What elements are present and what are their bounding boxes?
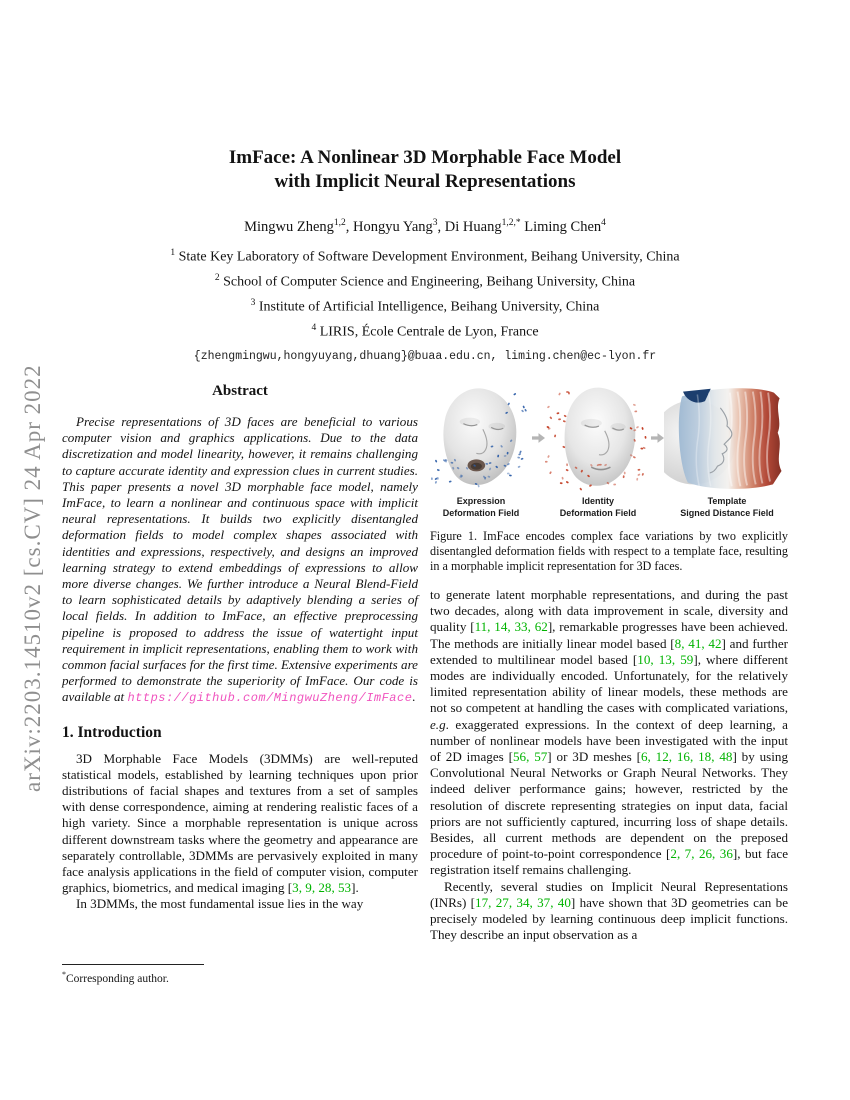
right-arrow-icon — [651, 431, 664, 445]
author-name: Hongyu Yang$^3$, — [353, 218, 445, 235]
introduction-paragraph: 3D Morphable Face Models (3DMMs) are well-reputed statistical models, established by learning techniques upon prior distributions of facial shapes and textures from a set of samples with dense correspondence, aiming at rendering realistic faces of a high variety. Since a morphable representation is unique across different downstream tasks where the geometry and appearance are separately controllable, 3DMMs are pervasively exploited in many face analysis applications in the field of computer vision, computer graphics, biometrics, and medical imaging [3, 9, 28, 53]. — [62, 750, 418, 896]
authors-line — [60, 218, 790, 236]
affiliation-line: $^2$ School of Computer Science and Engineering, Beihang University, China — [214, 272, 636, 290]
footnote — [62, 964, 418, 985]
expression-face-image — [430, 383, 532, 493]
figure1 — [430, 383, 788, 519]
author-superscript: 1,2,* — [501, 218, 521, 228]
footnote-marker: * — [62, 970, 66, 979]
paper-title — [60, 146, 790, 194]
arxiv-watermark: arXiv:2203.14510v2 [cs.CV] 24 Apr 2022 — [20, 364, 45, 792]
abstract-section — [62, 383, 418, 707]
email-line: {zhengmingwu,hongyuyang,dhuang}@buaa.edu.cn, liming.chen@ec-lyon.fr — [193, 350, 657, 364]
figure1-panel-expression — [430, 383, 532, 519]
figure1-panel-identity — [545, 383, 651, 519]
abstract-text: Precise representations of 3D faces are beneficial to various computer vision and graphics applications. Due to the data discretization and model linearity, however, it remains challenging to capture accurate identity and expression clues in current studies. This paper presents a novel 3D morphable face model, namely ImFace, to learn a nonlinear and continuous space with implicit neural representations. It builds two explicitly disentangled deformation fields to model complex shapes associated with identities and expressions, respectively, and designs an improved learning strategy to extend embeddings of expressions to allow more diverse changes. We further introduce a Neural Blend-Field to learn sophisticated details by adaptively blending a series of local fields. In addition to ImFace, an effective preprocessing pipeline is proposed to address the issue of watertight input requirement in implicit representations, enabling them to work with common facial surfaces for the first time. Extensive experiments are performed to demonstrate the superiority of ImFace. Our code is available at https://github.com/MingwuZheng/ImFace. — [62, 414, 418, 706]
introduction-paragraph: In 3DMMs, the most fundamental issue lies in the way — [76, 896, 364, 912]
section-heading-introduction: 1. Introduction — [62, 723, 162, 741]
figure1-panel-template — [664, 383, 790, 519]
github-link[interactable]: https://github.com/MingwuZheng/ImFace — [127, 691, 413, 706]
paper-header — [60, 146, 790, 363]
left-column — [62, 383, 418, 913]
author-name: Liming Chen$^4$ — [524, 218, 606, 235]
right-arrow-icon — [532, 431, 545, 445]
right-column — [430, 383, 788, 943]
author-superscript: 4 — [601, 218, 606, 228]
identity-face-image — [545, 383, 651, 493]
panel-label-identity: Identity Deformation Field — [559, 496, 637, 518]
body-paragraph: to generate latent morphable representations, and during the past two decades, along with data improvement in scale, diversity and quality [11, 14, 33, 62], remarkable progresses have been achieved. The methods are initially linear model based [8, 41, 42] and further extended to multilinear model based [10, 13, 59], where different modes are individually encoded. Unfortunately, for the relatively limited representation ability of linear models, these methods are not so competent at handling the cases with complicated variations, e.g. exaggerated expressions. In the context of deep learning, a number of nonlinear models have been investigated with the input of 2D images [56, 57] or 3D meshes [6, 12, 16, 18, 48] by using Convolutional Neural Networks or Graph Neural Networks. They indeed deliver performance gains; however, restricted by the resolution of discrete representing strategies on input data, facial priors are not sufficiently captured, incurring loss of shape details. Besides, all current methods are dependent on the preposed procedure of point-to-point correspondence [2, 7, 26, 36], but face registration itself remains challenging. — [430, 587, 789, 878]
author-superscript: 3 — [432, 218, 438, 228]
affiliation-line: $^3$ Institute of Artificial Intelligence, Beihang University, China — [250, 298, 600, 315]
template-sdf-image — [664, 383, 790, 493]
figure-caption: Figure 1. ImFace encodes complex face variations by two explicitly disentangled deformation fields with respect to a template face, resulting in a morphable implicit representation for 3D faces. — [430, 529, 788, 573]
author-name: Mingwu Zheng$^{1,2}$, — [244, 218, 354, 235]
paper-title-line2: with Implicit Neural Representations — [274, 171, 576, 192]
abstract-heading: Abstract — [212, 383, 268, 399]
body-paragraph: Recently, several studies on Implicit Neural Representations (INRs) [17, 27, 34, 37, 40] have shown that 3D geometries can be precisely modeled by learning continuous deep implicit functions. They describe an input observation as a — [430, 878, 789, 943]
panel-label-template: Template Signed Distance Field — [680, 496, 774, 518]
affiliation-line: $^1$ State Key Laboratory of Software Development Environment, Beihang University, China — [170, 247, 680, 265]
affiliation-line: $^4$ LIRIS, École Centrale de Lyon, France — [311, 323, 539, 340]
author-superscript: 1,2 — [333, 218, 346, 228]
footnote-rule — [62, 964, 204, 965]
panel-label-expression: Expression Deformation Field — [442, 496, 520, 518]
footnote-text: Corresponding author. — [66, 972, 169, 985]
author-name: Di Huang$^{1,2,*}$ — [444, 218, 521, 235]
paper-title-line1: ImFace: A Nonlinear 3D Morphable Face Model — [228, 147, 622, 168]
